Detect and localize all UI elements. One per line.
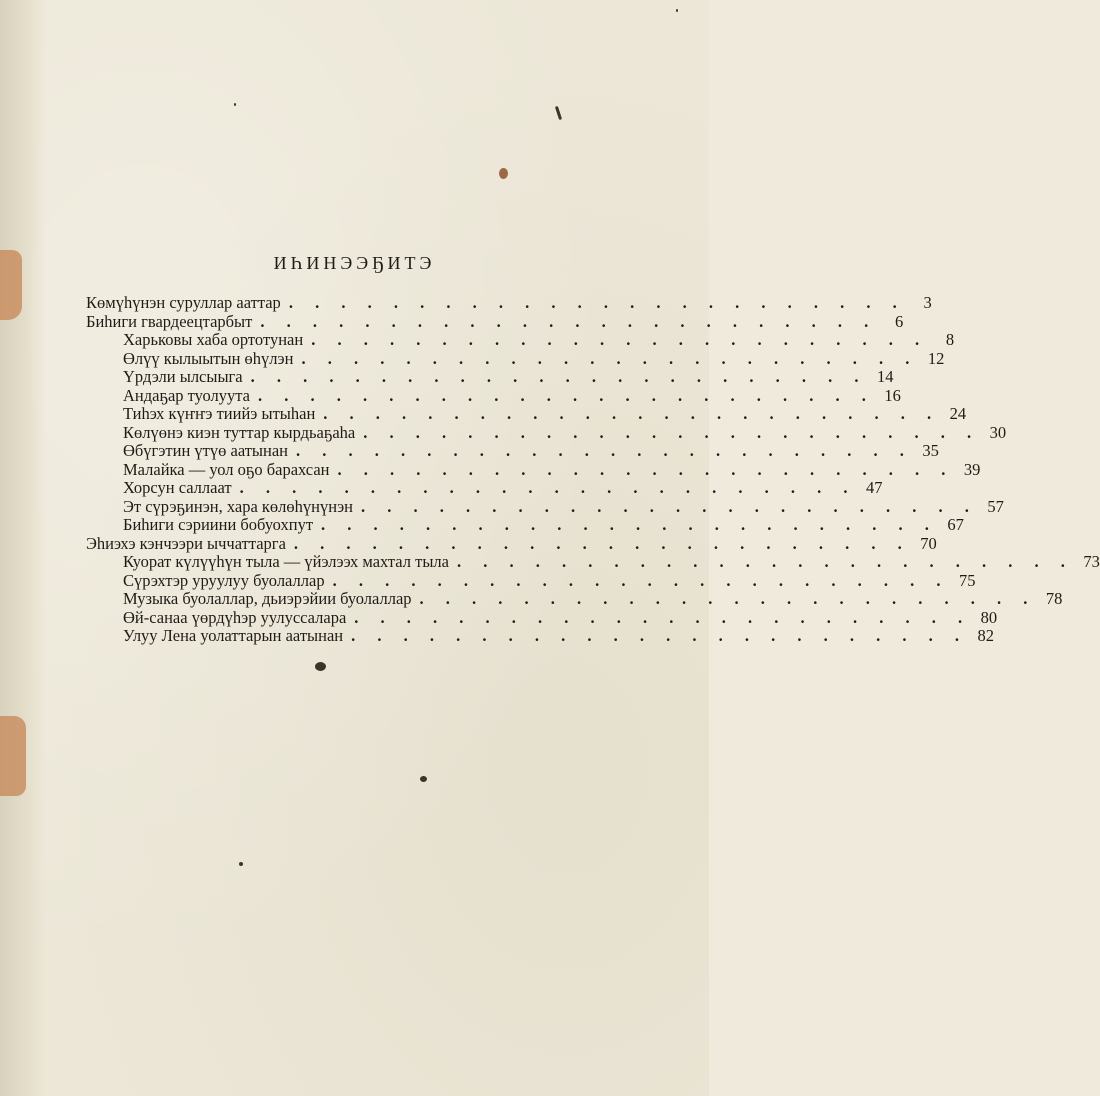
toc-leader-dots: . . . . . . . . . . . . . . . . . . . . . . . . — [239, 478, 857, 497]
toc-entry — [86, 552, 1100, 572]
page-title: ИҺИНЭЭҔИТЭ — [273, 253, 436, 273]
toc-page-number: 6 — [894, 311, 904, 331]
toc-entry — [86, 441, 939, 461]
toc-leader-dots: . . . . . . . . . . . . . . . . . . . . . . . . — [363, 422, 981, 442]
toc-leader-dots: . . . . . . . . . . . . . . . . . . . . . . . . — [296, 441, 913, 460]
toc-page-number: 82 — [977, 626, 994, 645]
toc-entry-title: Көмүһүнэн суруллар ааттар — [86, 293, 281, 312]
toc-page-number: 67 — [947, 515, 964, 534]
toc-entry — [86, 330, 955, 350]
toc-entry — [86, 385, 901, 406]
page-fold-shadow — [0, 0, 46, 1096]
toc-leader-dots: . . . . . . . . . . . . . . . . . . . . . . . . — [250, 367, 868, 386]
toc-leader-dots: . . . . . . . . . . . . . . . . . . . . . . . . — [361, 496, 978, 516]
toc-leader-dots: . . . . . . . . . . . . . . . . . . . . . . . . — [337, 459, 955, 479]
paper-stain — [0, 716, 26, 796]
toc-leader-dots: . . . . . . . . . . . . . . . . . . . . . . . . — [311, 330, 929, 349]
toc-entry — [86, 478, 883, 498]
toc-leader-dots: . . . . . . . . . . . . . . . . . . . . . . . . — [323, 404, 941, 423]
toc-leader-dots: . . . . . . . . . . . . . . . . . . . . . . . . — [321, 515, 938, 534]
toc-entry-title: Эһиэхэ кэнчээри ыччаттарга — [86, 533, 286, 553]
toc-entry — [86, 404, 967, 424]
toc-page-number: 73 — [1083, 552, 1100, 571]
toc-entry-title: Куорат күлүүһүн тыла — үйэлээх махтал тыла — [123, 552, 449, 571]
toc-entry — [86, 367, 894, 387]
toc-entry — [86, 348, 945, 369]
toc-page-number: 57 — [987, 496, 1004, 516]
toc-entry-title: Харьковы хаба ортотунан — [123, 330, 304, 349]
ink-speck — [315, 662, 326, 671]
toc-leader-dots: . . . . . . . . . . . . . . . . . . . . . . . . — [301, 348, 919, 368]
toc-entry — [86, 589, 1063, 609]
toc-entry-title: Тиһэх күҥҥэ тиийэ ытыһан — [123, 404, 316, 423]
ink-speck — [499, 168, 508, 179]
ink-speck — [555, 106, 562, 120]
ink-speck — [420, 776, 427, 782]
toc-leader-dots: . . . . . . . . . . . . . . . . . . . . . . . . — [351, 626, 968, 645]
toc-leader-dots: . . . . . . . . . . . . . . . . . . . . . . . . — [456, 552, 1074, 571]
toc-entry-title: Музыка буолаллар, дьиэрэйии буолаллар — [123, 589, 412, 608]
toc-page-number: 47 — [865, 478, 883, 497]
toc-page-number: 30 — [989, 422, 1007, 442]
toc-entry-title: Биһиги гвардеецтарбыт — [86, 311, 253, 331]
toc-entry — [86, 533, 937, 554]
toc-leader-dots: . . . . . . . . . . . . . . . . . . . . . . . . — [260, 311, 878, 331]
toc-entry-title: Сүрэхтэр уруулуу буолаллар — [123, 570, 325, 590]
toc-leader-dots: . . . . . . . . . . . . . . . . . . . . . . . . — [258, 385, 875, 405]
toc-entry — [86, 607, 998, 628]
toc-entry-title: Өй-санаа үөрдүһэр уулуссалара — [123, 607, 347, 627]
toc-page-number: 8 — [945, 330, 955, 349]
toc-entry — [86, 626, 994, 646]
toc-entry-title: Өбүгэтин үтүө аатынан — [123, 441, 288, 460]
toc-entry — [86, 459, 981, 480]
toc-page-number: 12 — [927, 348, 945, 368]
toc-page-number: 78 — [1045, 589, 1063, 608]
toc-leader-dots: . . . . . . . . . . . . . . . . . . . . . . . . — [419, 589, 1037, 608]
toc-page-number: 70 — [920, 533, 937, 553]
toc-entry — [86, 496, 1004, 517]
toc-entry — [86, 570, 976, 591]
toc-entry — [86, 422, 1007, 443]
toc-entry-title: Малайка — уол оҕо барахсан — [123, 459, 330, 479]
toc-leader-dots: . . . . . . . . . . . . . . . . . . . . . . . . — [293, 533, 911, 553]
table-of-contents — [86, 293, 1100, 646]
toc-leader-dots: . . . . . . . . . . . . . . . . . . . . . . . . — [354, 607, 972, 627]
toc-entry-title: Биһиги сэриини бобуохпут — [123, 515, 314, 534]
ink-speck — [676, 9, 678, 12]
toc-page-number: 75 — [958, 570, 976, 590]
toc-page-number: 80 — [980, 607, 998, 627]
toc-leader-dots: . . . . . . . . . . . . . . . . . . . . . . . . — [288, 293, 906, 312]
toc-page-number: 24 — [949, 404, 967, 423]
toc-page-number: 16 — [884, 385, 901, 405]
toc-entry — [86, 515, 964, 535]
toc-page-number: 39 — [963, 459, 981, 479]
toc-entry — [86, 293, 932, 313]
toc-leader-dots: . . . . . . . . . . . . . . . . . . . . . . . . — [332, 570, 950, 590]
toc-entry — [86, 311, 904, 332]
toc-entry-title: Андаҕар туолуута — [123, 385, 250, 405]
toc-entry-title: Улуу Лена уолаттарын аатынан — [123, 626, 344, 645]
toc-entry-title: Үрдэли ылсыыга — [123, 367, 243, 386]
ink-speck — [239, 862, 243, 866]
toc-page-number: 14 — [877, 367, 894, 386]
toc-page-number: 3 — [923, 293, 932, 312]
toc-entry-title: Хорсун саллаат — [123, 478, 232, 497]
toc-entry-title: Өлүү кылыытын өһүлэн — [123, 348, 294, 368]
toc-entry-title: Эт сүрэҕинэн, хара көлөһүнүнэн — [123, 496, 353, 516]
toc-page-number: 35 — [922, 441, 939, 460]
ink-speck — [234, 103, 236, 106]
toc-entry-title: Көлүөнэ киэн туттар кырдьаҕаһа — [123, 422, 356, 442]
